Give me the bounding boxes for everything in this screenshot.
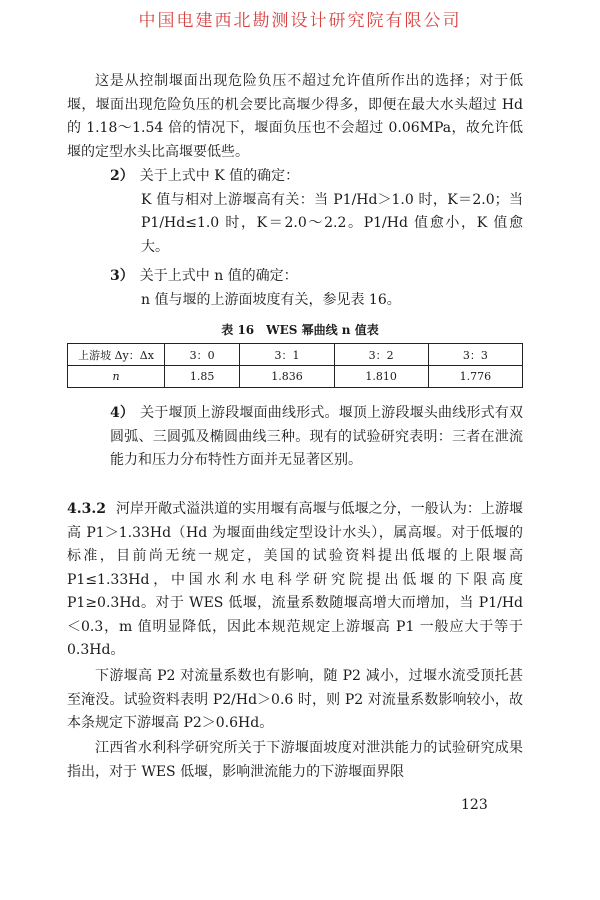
table-row-label: n xyxy=(68,366,165,388)
table-caption: 表 16 WES 幂曲线 n 值表 xyxy=(221,323,379,337)
list-item-k xyxy=(110,165,523,259)
list-item-n xyxy=(110,265,523,312)
paragraph-jiangxi: 江西省水利科学研究所关于下游堰面坡度对泄洪能力的试验研究成果指出，对于 WES 低堰，影响泄流能力的下游堰面界限 xyxy=(67,740,523,780)
watermark: 中国电建西北勘测设计研究院有限公司 xyxy=(138,11,462,31)
page-number: 123 xyxy=(461,797,488,813)
table-row xyxy=(68,344,523,366)
item-title: 关于上式中 K 值的确定： xyxy=(139,168,300,184)
section-4-3-2 xyxy=(67,498,523,663)
item-body: 关于堰顶上游段堰面曲线形式。堰顶上游段堰头曲线形式有双圆弧、三圆弧及椭圆曲线三种。现有的试验研究表明：三者在泄流能力和压力分布特性方面并无显著区别。 xyxy=(110,405,523,468)
table-cell: 3：3 xyxy=(428,344,522,366)
item-body: K 值与相对上游堰高有关：当 P1/Hd＞1.0 时，K＝2.0；当 P1/Hd≤1.0 时，K＝2.0～2.2。P1/Hd 值愈小，K 值愈大。 xyxy=(141,191,523,255)
item-number: 2） xyxy=(110,168,134,184)
table-row xyxy=(68,366,523,388)
table-cell: 1.810 xyxy=(334,366,428,388)
table-cell: 3：1 xyxy=(240,344,334,366)
table-cell: 3：0 xyxy=(165,344,240,366)
section-body: 河岸开敞式溢洪道的实用堰有高堰与低堰之分，一般认为：上游堰高 P1＞1.33Hd（Hd 为堰面曲线定型设计水头），属高堰。对于低堰的标准，目前尚无统一规定，美国的试验资料提出低堰的上限堰高 P1≤1.33Hd，中国水利水电科学研究院提出低堰的下限高度 P1≥0.3Hd。对于 WES 低堰，流量系数随堰高增大而增加，当 P1/Hd＜0.3，m 值明显降低，因此本规范规定上游堰高 P1 一般应大于等于 0.3Hd。 xyxy=(67,501,523,658)
list-item-curve xyxy=(110,402,523,473)
table-cell: 3：2 xyxy=(334,344,428,366)
table-cell: 1.836 xyxy=(240,366,334,388)
paragraph-downstream: 下游堰高 P2 对流量系数也有影响，随 P2 减小，过堰水流受顶托甚至淹没。试验资料表明 P2/Hd＞0.6 时，则 P2 对流量系数影响较小，故本条规定下游堰高 P2＞0.6Hd。 xyxy=(67,668,523,731)
item-body: n 值与堰的上游面坡度有关，参见表 16。 xyxy=(141,291,401,308)
table-cell: 1.85 xyxy=(165,366,240,388)
wes-table xyxy=(67,343,523,388)
item-number: 4） xyxy=(110,405,135,421)
item-number: 3） xyxy=(110,268,134,284)
section-number: 4.3.2 xyxy=(67,501,106,517)
table-header-label: 上游坡 Δy：Δx xyxy=(68,344,165,366)
table-cell: 1.776 xyxy=(428,366,522,388)
item-title: 关于上式中 n 值的确定： xyxy=(139,268,298,284)
paragraph-intro: 这是从控制堰面出现危险负压不超过允许值所作出的选择；对于低堰，堰面出现危险负压的机会要比高堰少得多，即便在最大水头超过 Hd 的 1.18～1.54 倍的情况下，堰面负压也不会超过 0.06MPa，故允许低堰的定型水头比高堰要低些。 xyxy=(67,73,523,160)
